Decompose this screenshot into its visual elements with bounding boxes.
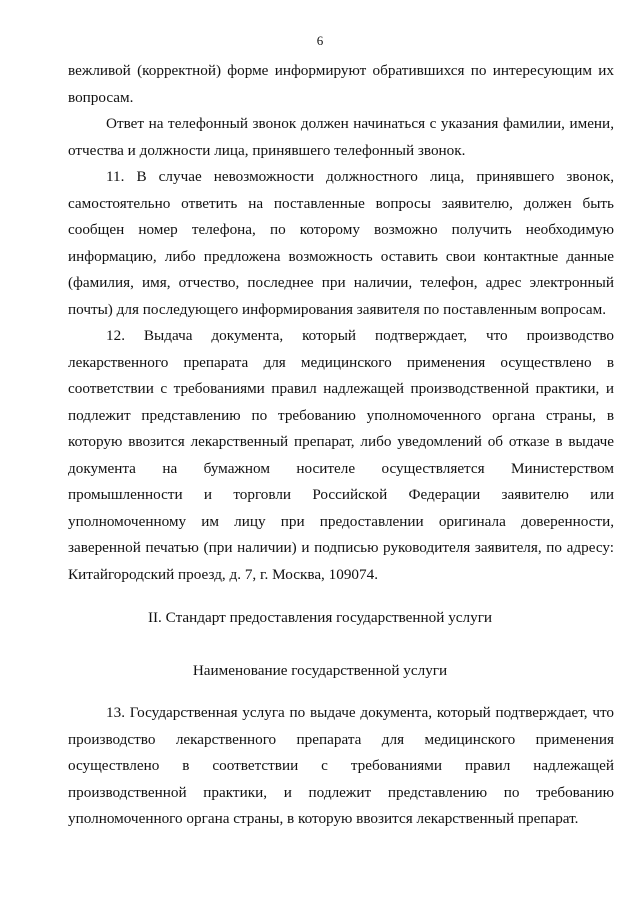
paragraph-12: 12. Выдача документа, который подтверждает, что производство лекарственного препарата для медицинского применения осуществлено в соответствии с требованиями правил надлежащей производственной практики, и подлежит представлению по требованию уполномоченного органа страны, в которую ввозится лекарственный препарат, либо уведомлений об отказе в выдаче документа на бумажном носителе осуществляется Министерством промышленности и торговли Российской Федерации заявителю или уполномоченному им лицу при предоставлении оригинала доверенности, заверенной печатью (при наличии) и подписью руководителя заявителя, по адресу: Китайгородский проезд, д. 7, г. Москва, 109074. [68,327,614,583]
paragraph-11: 11. В случае невозможности должностного лица, принявшего звонок, самостоятельно ответить на поставленные вопросы заявителю, должен быть сообщен номер телефона, по которому возможно получить необходимую информацию, либо предложена возможность оставить свои контактные данные (фамилия, имя, отчество, последнее при наличии, телефон, адрес электронный почты) для последующего информирования заявителя по поставленным вопросам. [68,168,614,318]
text-block-top [68,58,614,588]
paragraph-13: 13. Государственная услуга по выдаче документа, который подтверждает, что производство лекарственного препарата для медицинского применения осуществлено в соответствии с требованиями правил надлежащей производственной практики, и подлежит представлению по требованию уполномоченного органа страны, в которую ввозится лекарственный препарат. [68,704,614,827]
section-title: II. Стандарт предоставления государственной услуги [147,609,493,626]
paragraph-continuation: вежливой (корректной) форме информируют обратившихся по интересующим их вопросам. [68,62,614,106]
subsection-title: Наименование государственной услуги [192,662,448,679]
text-block-bottom [68,700,614,833]
page-number: 6 [316,33,324,48]
paragraph-phone-call: Ответ на телефонный звонок должен начинаться с указания фамилии, имени, отчества и должности лица, принявшего телефонный звонок. [68,115,614,159]
